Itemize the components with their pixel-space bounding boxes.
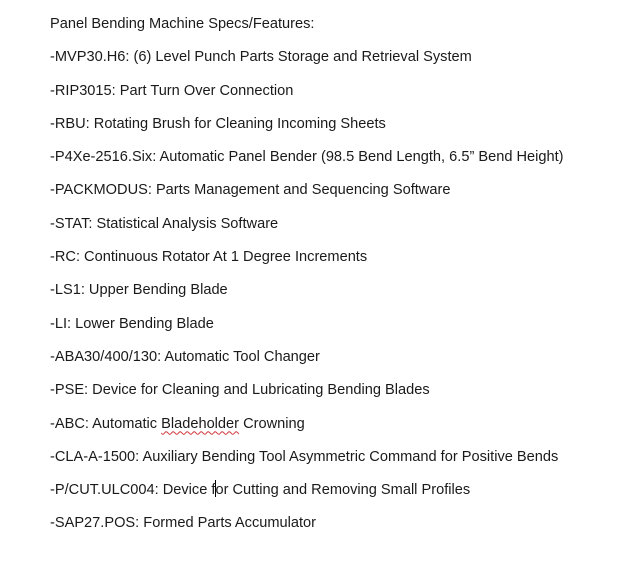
spec-item-p4xe[interactable]: -P4Xe-2516.Six: Automatic Panel Bender (98.5 Bend Length, 6.5” Bend Height)	[50, 149, 564, 166]
spec-item-packmodus[interactable]: -PACKMODUS: Parts Management and Sequencing Software	[50, 182, 451, 199]
spec-item-pse[interactable]: -PSE: Device for Cleaning and Lubricating Bending Blades	[50, 382, 430, 399]
spec-item-pcut-before-caret: -P/CUT.ULC004: Device f	[50, 482, 216, 499]
spec-item-mvp30[interactable]: -MVP30.H6: (6) Level Punch Parts Storage and Retrieval System	[50, 49, 472, 66]
document-heading[interactable]: Panel Bending Machine Specs/Features:	[50, 16, 315, 32]
spec-item-abc-prefix: -ABC: Automatic	[50, 415, 162, 432]
spec-item-stat[interactable]: -STAT: Statistical Analysis Software	[50, 215, 279, 232]
spec-item-pcut[interactable]	[50, 479, 625, 512]
spec-item-abc[interactable]	[50, 413, 625, 446]
document-body[interactable]	[50, 13, 625, 546]
spec-item-aba30[interactable]: -ABA30/400/130: Automatic Tool Changer	[50, 348, 320, 365]
spec-item-li[interactable]: -LI: Lower Bending Blade	[50, 315, 214, 332]
spelling-error-word[interactable]: Bladeholder	[161, 415, 240, 432]
spec-item-ls1[interactable]: -LS1: Upper Bending Blade	[50, 282, 228, 299]
spec-item-abc-suffix: Crowning	[239, 415, 305, 432]
spec-item-rc[interactable]: -RC: Continuous Rotator At 1 Degree Increments	[50, 249, 368, 266]
spec-item-rip3015[interactable]: -RIP3015: Part Turn Over Connection	[50, 82, 294, 99]
spec-item-rbu[interactable]: -RBU: Rotating Brush for Cleaning Incoming Sheets	[50, 115, 386, 132]
spec-item-pcut-after-caret: or Cutting and Removing Small Profiles	[215, 482, 471, 499]
spec-item-cla[interactable]: -CLA-A-1500: Auxiliary Bending Tool Asymmetric Command for Positive Bends	[50, 448, 559, 465]
spec-item-sap27[interactable]: -SAP27.POS: Formed Parts Accumulator	[50, 515, 317, 532]
